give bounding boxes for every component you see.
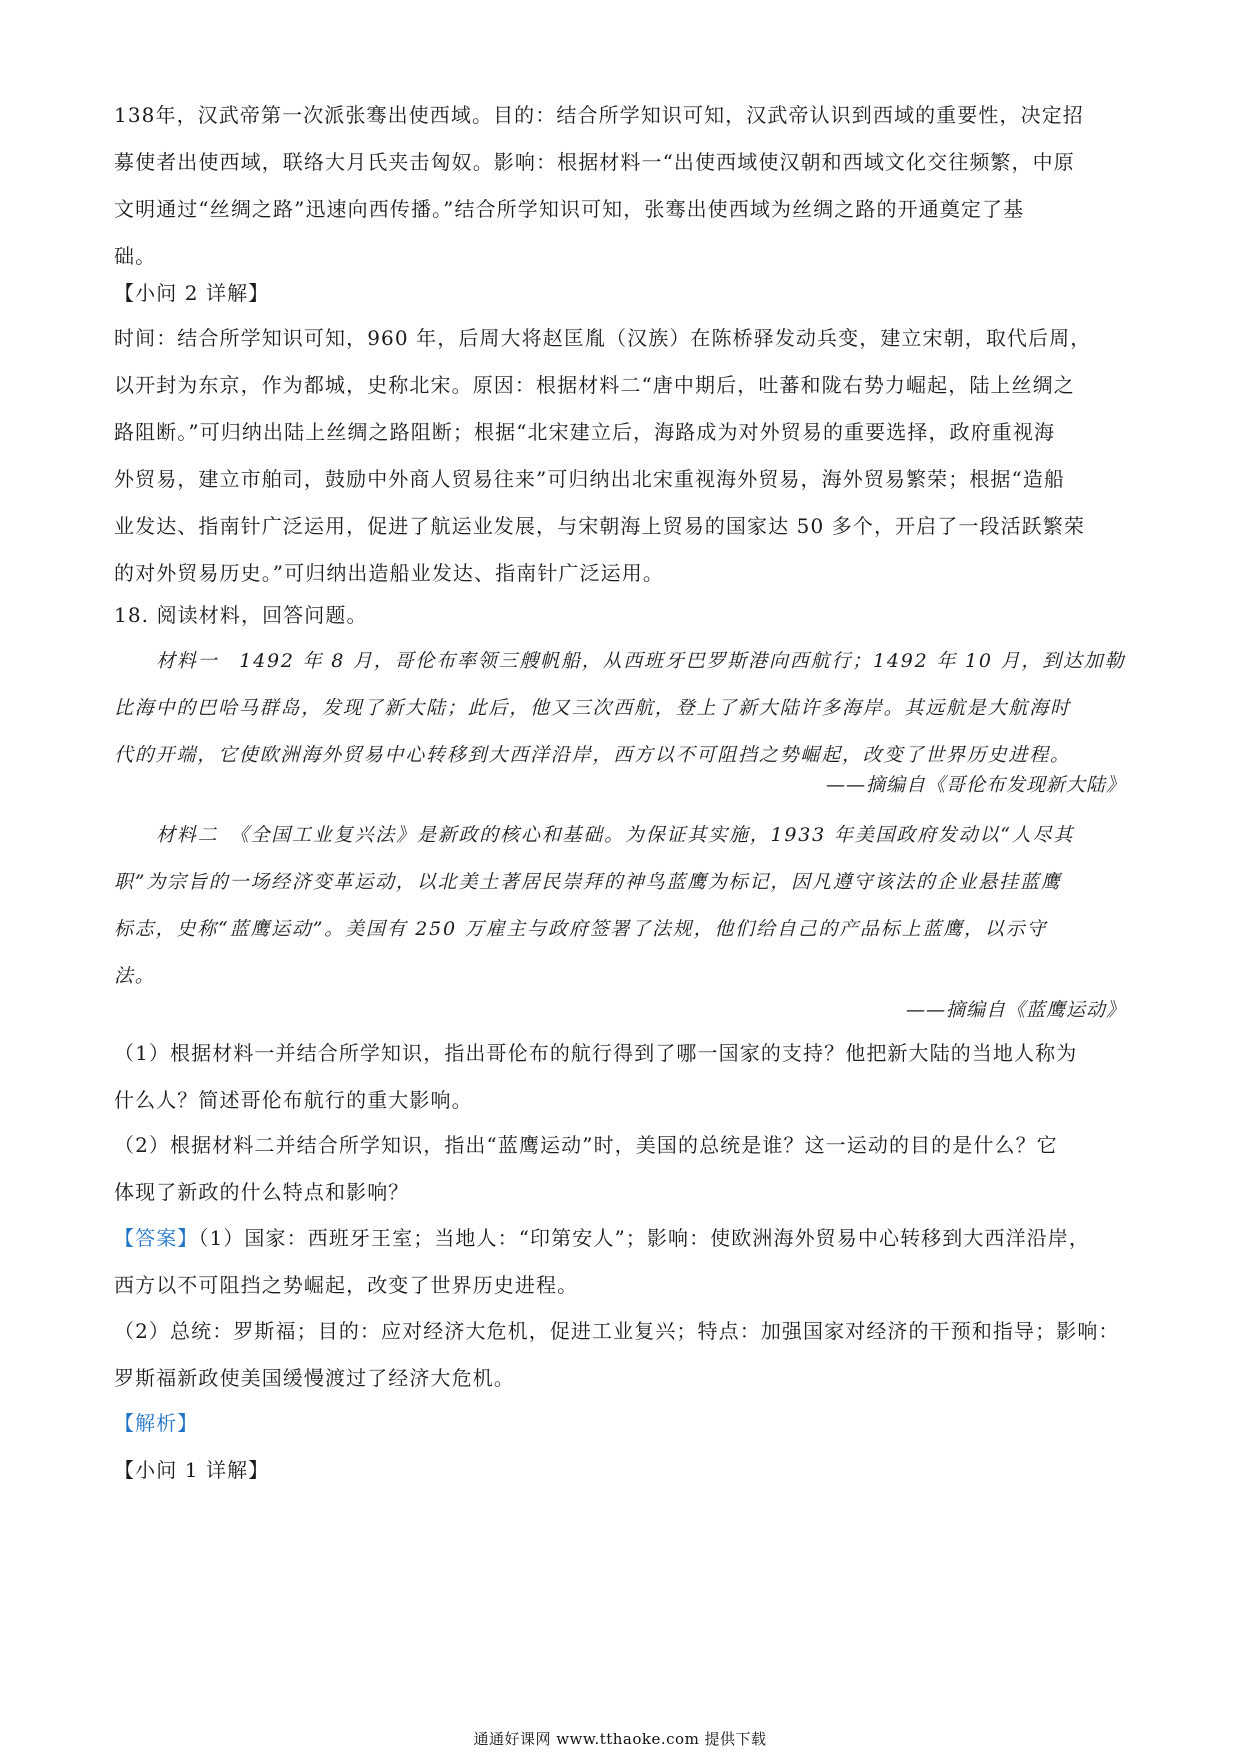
text-line: 材料二 《全国工业复兴法》是新政的核心和基础。为保证其实施，1933 年美国政府发动以“人尽其 xyxy=(156,824,1075,846)
text-line: 础。 xyxy=(114,244,157,268)
text-line: 西方以不可阻挡之势崛起，改变了世界历史进程。 xyxy=(114,1273,579,1297)
material-1-source: ——摘编自《哥伦布发现新大陆》 xyxy=(825,774,1126,796)
text-line: 业发达、指南针广泛运用，促进了航运业发展，与宋朝海上贸易的国家达 50 多个，开启了一段活跃繁荣 xyxy=(114,514,1085,538)
text-line: 标志，史称“蓝鹰运动”。美国有 250 万雇主与政府签署了法规，他们给自己的产品标上蓝鹰，以示守 xyxy=(114,918,1048,940)
paragraph-zhang-qian xyxy=(114,92,1126,280)
subquestion-1-header: 【小问 1 详解】 xyxy=(114,1458,270,1482)
text-line: 时间：结合所学知识可知，960 年，后周大将赵匡胤（汉族）在陈桥驿发动兵变，建立宋朝，取代后周， xyxy=(114,326,1092,350)
analysis-tag: 【解析】 xyxy=(114,1411,199,1435)
page-footer: 通通好课网 www.tthaoke.com 提供下载 xyxy=(473,1730,767,1748)
material-2-source: ——摘编自《蓝鹰运动》 xyxy=(905,999,1126,1021)
answer-part-2 xyxy=(114,1308,1126,1402)
text-line: 罗斯福新政使美国缓慢渡过了经济大危机。 xyxy=(114,1366,515,1390)
text-line: 募使者出使西域，联络大月氏夹击匈奴。影响：根据材料一“出使西域使汉朝和西域文化交往频繁，中原 xyxy=(114,150,1075,174)
text-line: 文明通过“丝绸之路”迅速向西传播。”结合所学知识可知，张骞出使西域为丝绸之路的开通奠定了基 xyxy=(114,197,1025,221)
answer-part-1 xyxy=(114,1215,1126,1309)
question-18-part-2 xyxy=(114,1122,1126,1216)
text-line: 代的开端，它使欧洲海外贸易中心转移到大西洋沿岸，西方以不可阻挡之势崛起，改变了世界历史进程。 xyxy=(114,744,1071,766)
answer-1-line-1: （1）国家：西班牙王室；当地人：“印第安人”；影响：使欧洲海外贸易中心转移到大西洋沿岸， xyxy=(198,1226,1090,1250)
text-line: （2）总统：罗斯福；目的：应对经济大危机，促进工业复兴；特点：加强国家对经济的干预和指导；影响： xyxy=(114,1319,1120,1343)
document-page xyxy=(114,0,1126,1754)
material-2 xyxy=(114,812,1126,1000)
subquestion-2-header: 【小问 2 详解】 xyxy=(114,281,270,305)
text-line: 外贸易，建立市舶司，鼓励中外商人贸易往来”可归纳出北宋重视海外贸易，海外贸易繁荣；根据“造船 xyxy=(114,467,1066,491)
answer-tag: 【答案】 xyxy=(114,1226,199,1250)
text-line: 的对外贸易历史。”可归纳出造船业发达、指南针广泛运用。 xyxy=(114,561,664,585)
paragraph-song-trade xyxy=(114,315,1126,597)
text-line: 材料一 1492 年 8 月，哥伦布率领三艘帆船，从西班牙巴罗斯港向西航行；1492 年 10 月，到达加勒 xyxy=(156,650,1126,672)
material-1 xyxy=(114,638,1126,779)
text-line: 路阻断。”可归纳出陆上丝绸之路阻断；根据“北宋建立后，海路成为对外贸易的重要选择，政府重视海 xyxy=(114,420,1056,444)
text-line: 比海中的巴哈马群岛，发现了新大陆；此后，他又三次西航，登上了新大陆许多海岸。其远航是大航海时 xyxy=(114,697,1071,719)
text-line xyxy=(114,1215,1126,1262)
text-line: 职”为宗旨的一场经济变革运动，以北美土著居民崇拜的神鸟蓝鹰为标记，因凡遵守该法的企业悬挂蓝鹰 xyxy=(114,871,1062,893)
text-line: 138年，汉武帝第一次派张骞出使西域。目的：结合所学知识可知，汉武帝认识到西域的重要性，决定招 xyxy=(114,103,1084,127)
question-18-title: 18. 阅读材料，回答问题。 xyxy=(114,603,368,627)
text-line: 体现了新政的什么特点和影响？ xyxy=(114,1180,410,1204)
text-line: （1）根据材料一并结合所学知识，指出哥伦布的航行得到了哪一国家的支持？他把新大陆的当地人称为 xyxy=(114,1041,1078,1065)
text-line: 法。 xyxy=(114,965,156,987)
text-line: （2）根据材料二并结合所学知识，指出“蓝鹰运动”时，美国的总统是谁？这一运动的目的是什么？它 xyxy=(114,1133,1058,1157)
text-line: 什么人？简述哥伦布航行的重大影响。 xyxy=(114,1088,473,1112)
question-18-part-1 xyxy=(114,1030,1126,1124)
text-line: 以开封为东京，作为都城，史称北宋。原因：根据材料二“唐中期后，吐蕃和陇右势力崛起，陆上丝绸之 xyxy=(114,373,1075,397)
